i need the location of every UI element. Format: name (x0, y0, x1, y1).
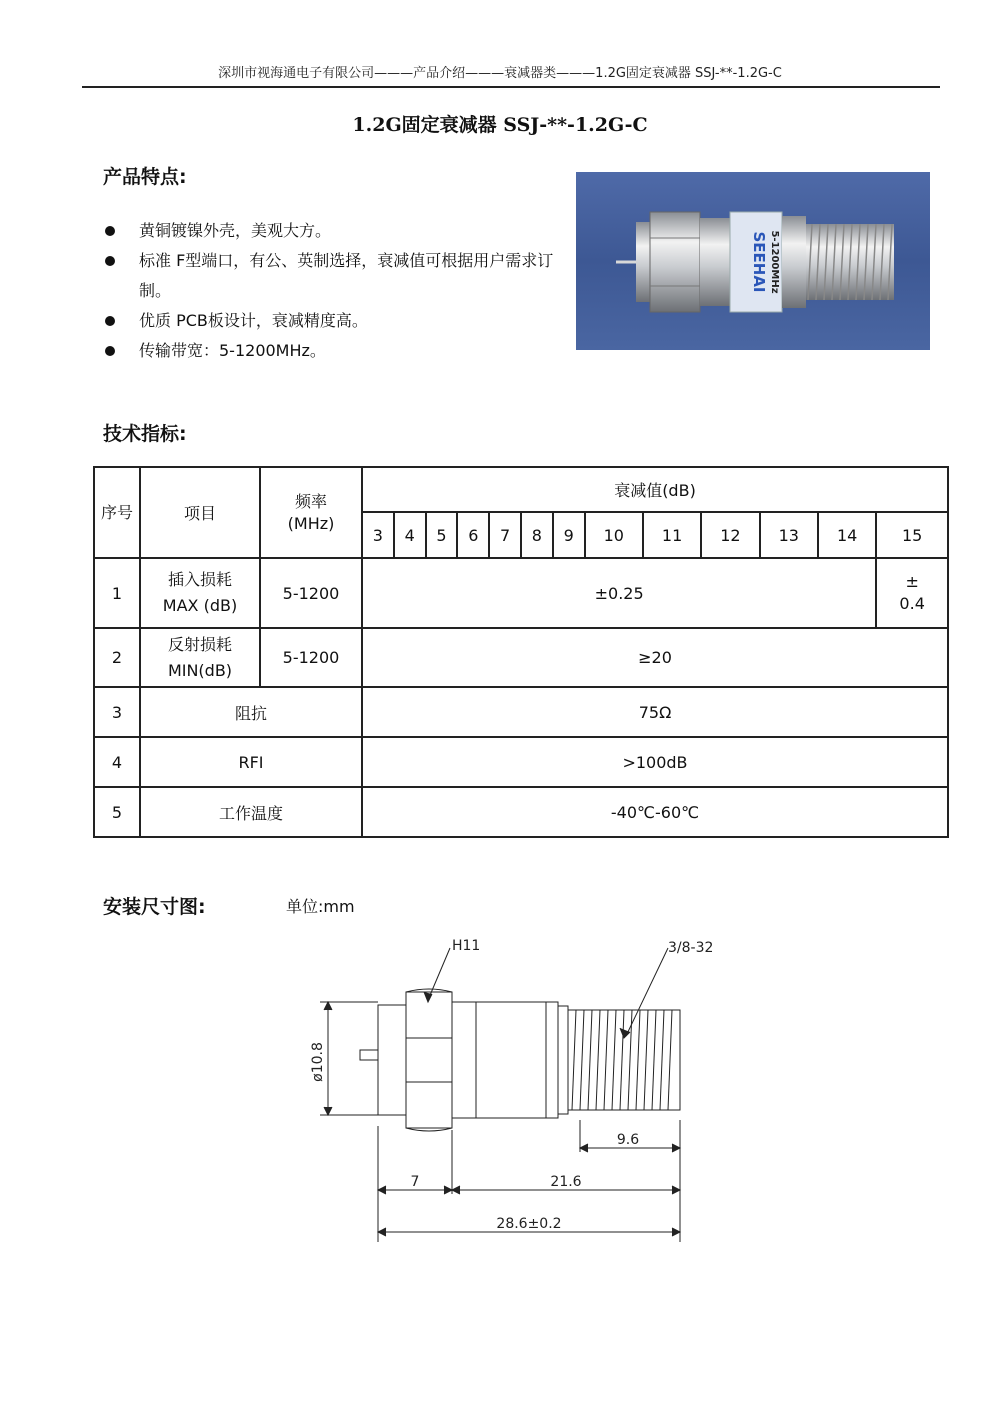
atten-value-cell: 14 (818, 512, 876, 558)
body-shape (452, 1002, 558, 1118)
row-item: 阻抗 (140, 687, 362, 737)
bullet-icon (105, 316, 115, 326)
table-row (94, 787, 948, 837)
atten-value-cell: 15 (876, 512, 948, 558)
bullet-icon (105, 346, 115, 356)
header-divider (82, 86, 940, 88)
table-row (94, 687, 948, 737)
flange-shape (378, 1005, 406, 1115)
atten-value-cell: 12 (701, 512, 759, 558)
attenuator-photo-illustration (576, 172, 930, 350)
row-index: 4 (94, 737, 140, 787)
atten-value-cell: 10 (585, 512, 643, 558)
total-length-label: 28.6±0.2 (496, 1216, 562, 1232)
row-item: 反射损耗 MIN(dB) (140, 628, 260, 687)
body-length-label: 21.6 (550, 1174, 582, 1190)
spec-table (93, 466, 949, 838)
feature-item: 传输带宽：5-1200MHz。 (103, 336, 573, 366)
dimension-drawing (300, 930, 760, 1250)
atten-value-cell: 3 (362, 512, 394, 558)
thread-spec-label: 3/8-32 (668, 940, 714, 956)
product-photo (576, 172, 930, 350)
row-index: 1 (94, 558, 140, 628)
atten-value-cell: 11 (643, 512, 701, 558)
photo-label-text: 5-1200MHz (769, 230, 780, 294)
thread-length-label: 9.6 (616, 1132, 640, 1148)
col-header-atten: 衰减值(dB) (362, 467, 948, 512)
row-freq: 5-1200 (260, 558, 362, 628)
feature-item: 优质 PCB板设计，衰减精度高。 (103, 306, 573, 336)
photo-brand-text: SEEHAI (750, 231, 768, 293)
col-header-index: 序号 (94, 467, 140, 558)
pin-shape (360, 1050, 378, 1060)
row-item: 插入损耗 MAX (dB) (140, 558, 260, 628)
atten-value-cell: 9 (553, 512, 585, 558)
row-value: ≥20 (362, 628, 948, 687)
atten-value-cell: 7 (489, 512, 521, 558)
atten-value-cell: 6 (457, 512, 489, 558)
hex-nut-shape (406, 992, 452, 1128)
feature-item: 标准 F型端口，有公、英制选择，衰减值可根据用户需求订制。 (103, 246, 573, 306)
col-header-item: 项目 (140, 467, 260, 558)
col-header-freq: 频率 (MHz) (260, 467, 362, 558)
table-row (94, 628, 948, 687)
row-index: 5 (94, 787, 140, 837)
connector-dimension-svg (300, 930, 760, 1250)
atten-value-cell: 5 (426, 512, 458, 558)
page-title: 1.2G固定衰减器 SSJ-**-1.2G-C (352, 114, 648, 136)
row-value: ±0.25 (362, 558, 876, 628)
row-value: 75Ω (362, 687, 948, 737)
row-value: >100dB (362, 737, 948, 787)
table-row (94, 737, 948, 787)
row-index: 2 (94, 628, 140, 687)
hex-length-label: 7 (410, 1174, 420, 1190)
features-heading: 产品特点: (103, 166, 187, 188)
bullet-icon (105, 256, 115, 266)
hex-size-label: H11 (452, 938, 481, 954)
install-heading: 安装尺寸图: (103, 896, 206, 918)
feature-item: 黄铜镀镍外壳，美观大方。 (103, 216, 573, 246)
atten-value-cell: 4 (394, 512, 426, 558)
row-value: -40℃-60℃ (362, 787, 948, 837)
unit-label: 单位:mm (286, 897, 355, 916)
bullet-icon (105, 226, 115, 236)
specs-heading: 技术指标: (103, 423, 187, 445)
row-item: 工作温度 (140, 787, 362, 837)
page-header-breadcrumb: 深圳市视海通电子有限公司———产品介绍———衰减器类———1.2G固定衰减器 SSJ-**-1.2G-C (218, 66, 782, 81)
table-row (94, 558, 948, 628)
features-list (103, 216, 573, 366)
row-value-last: ± 0.4 (876, 558, 948, 628)
row-index: 3 (94, 687, 140, 737)
diameter-label: ø10.8 (310, 1042, 326, 1082)
atten-value-cell: 13 (760, 512, 818, 558)
atten-value-cell: 8 (521, 512, 553, 558)
row-item: RFI (140, 737, 362, 787)
row-freq: 5-1200 (260, 628, 362, 687)
